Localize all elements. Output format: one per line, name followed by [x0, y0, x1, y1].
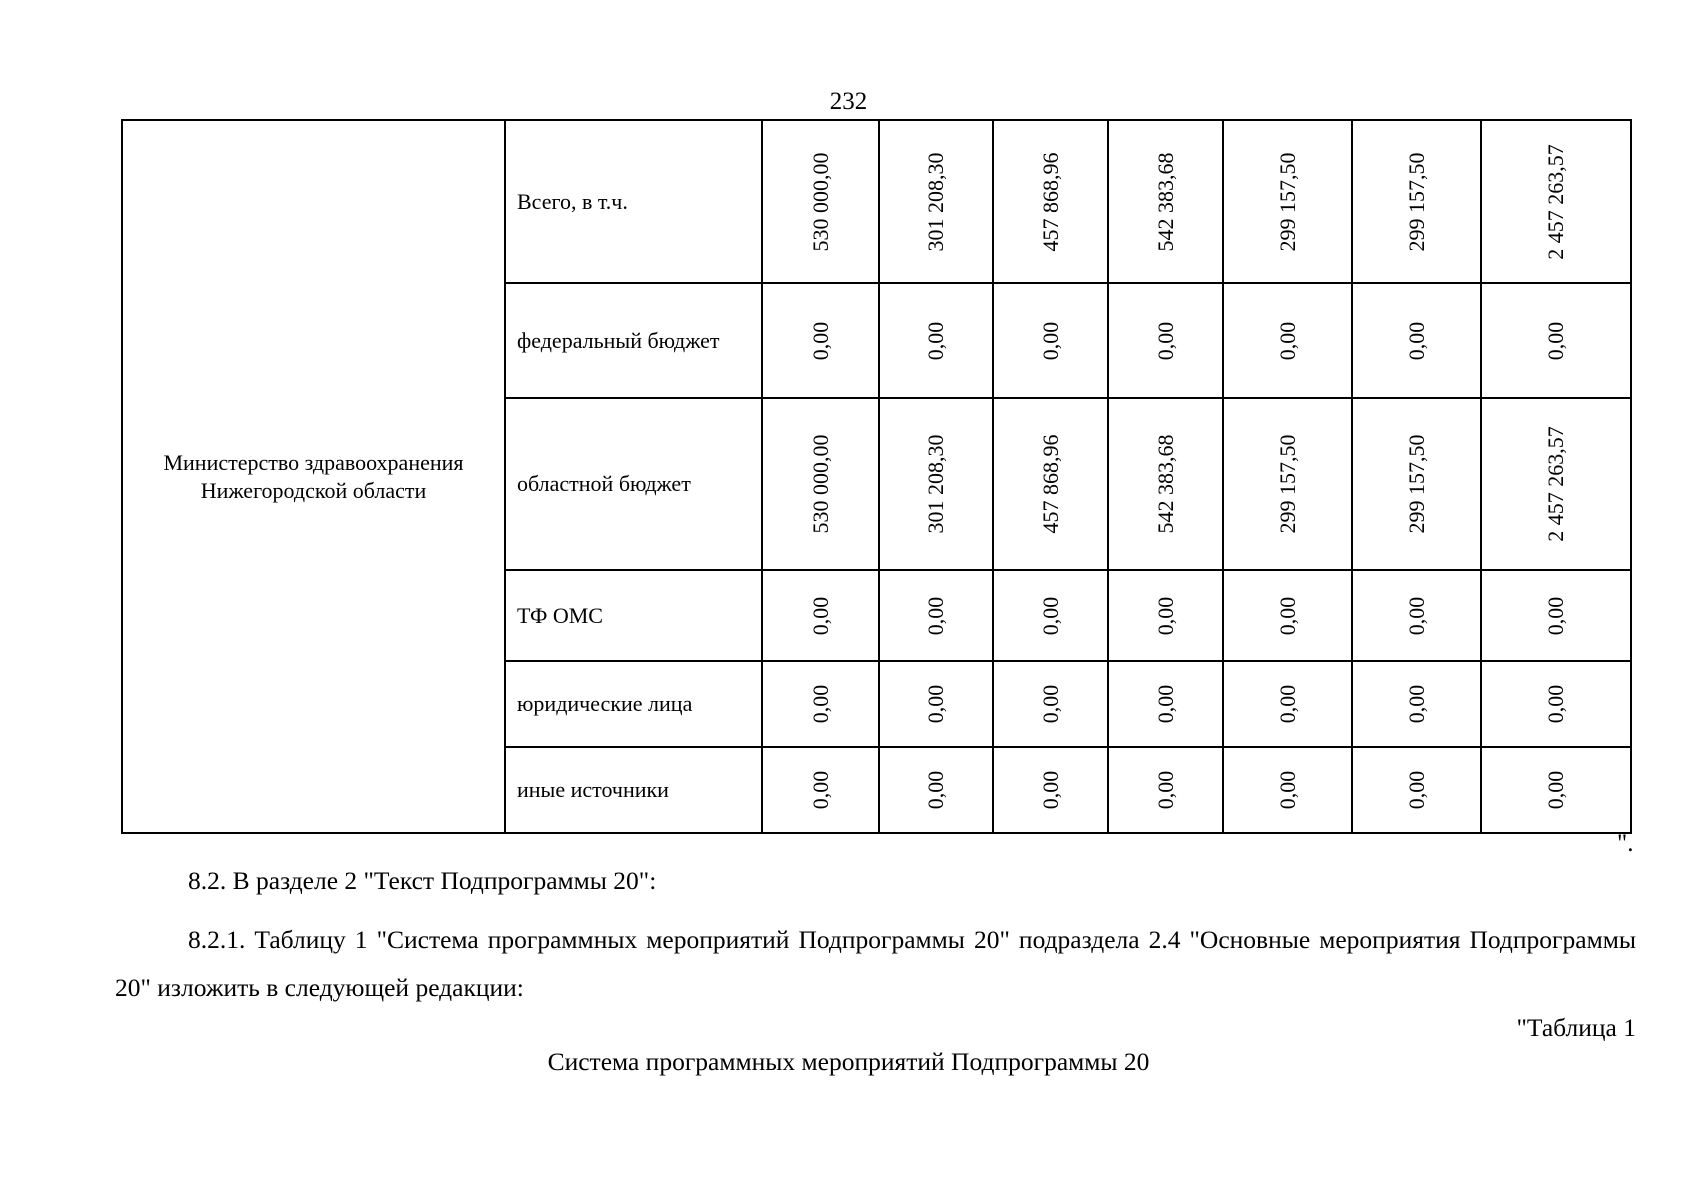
paragraph: 8.2.1. Таблицу 1 "Система программных мероприятий Подпрограммы 20" подраздела 2.4 "Основные мероприятия Подпрограммы 20" изложить в следующей редакции: — [115, 925, 1636, 1002]
value-cell: 0,00 — [879, 747, 993, 833]
value-cell: 299 157,50 — [1223, 398, 1352, 570]
value-cell: 0,00 — [1352, 283, 1481, 398]
value-cell: 0,00 — [1223, 661, 1352, 747]
source-label: областной бюджет — [505, 398, 762, 570]
table-title: Система программных мероприятий Подпрограммы 20 — [547, 1047, 1150, 1076]
value-cell: 299 157,50 — [1352, 120, 1481, 283]
value-cell: 530 000,00 — [762, 120, 879, 283]
organization-line: Министерство здравоохранения — [163, 449, 464, 475]
value-cell: 0,00 — [993, 570, 1108, 661]
value-cell: 0,00 — [993, 661, 1108, 747]
budget-table — [121, 119, 1632, 834]
value-cell: 0,00 — [1481, 283, 1631, 398]
value-cell: 2 457 263,57 — [1481, 120, 1631, 283]
value-cell: 530 000,00 — [762, 398, 879, 570]
value-cell: 0,00 — [993, 747, 1108, 833]
value-cell: 0,00 — [993, 283, 1108, 398]
value-cell: 457 868,96 — [993, 398, 1108, 570]
value-cell: 0,00 — [1108, 570, 1223, 661]
page-number: 232 — [829, 88, 868, 115]
value-cell: 2 457 263,57 — [1481, 398, 1631, 570]
value-cell: 0,00 — [1352, 747, 1481, 833]
value-cell: 0,00 — [762, 570, 879, 661]
source-label: юридические лица — [505, 661, 762, 747]
value-cell: 542 383,68 — [1108, 398, 1223, 570]
value-cell: 0,00 — [879, 570, 993, 661]
value-cell: 0,00 — [1481, 747, 1631, 833]
paragraph: 8.2. В разделе 2 "Текст Подпрограммы 20": — [188, 866, 657, 895]
table-row — [122, 120, 1631, 283]
source-label: Всего, в т.ч. — [505, 120, 762, 283]
value-cell: 542 383,68 — [1108, 120, 1223, 283]
value-cell: 299 157,50 — [1223, 120, 1352, 283]
value-cell: 0,00 — [1108, 661, 1223, 747]
value-cell: 0,00 — [1223, 283, 1352, 398]
value-cell: 0,00 — [1352, 661, 1481, 747]
value-cell: 457 868,96 — [993, 120, 1108, 283]
value-cell: 0,00 — [762, 747, 879, 833]
value-cell: 0,00 — [879, 661, 993, 747]
value-cell: 0,00 — [1223, 747, 1352, 833]
organization-line: Нижегородской области — [200, 477, 427, 503]
value-cell: 301 208,30 — [879, 398, 993, 570]
value-cell: 0,00 — [1108, 747, 1223, 833]
value-cell: 0,00 — [879, 283, 993, 398]
table-label: "Таблица 1 — [1516, 1013, 1636, 1042]
closing-quote: ". — [1617, 830, 1634, 857]
source-label: иные источники — [505, 747, 762, 833]
value-cell: 0,00 — [762, 283, 879, 398]
source-label: ТФ ОМС — [505, 570, 762, 661]
value-cell: 0,00 — [1108, 283, 1223, 398]
value-cell: 0,00 — [762, 661, 879, 747]
value-cell: 299 157,50 — [1352, 398, 1481, 570]
value-cell: 0,00 — [1481, 570, 1631, 661]
value-cell: 0,00 — [1481, 661, 1631, 747]
value-cell: 301 208,30 — [879, 120, 993, 283]
value-cell: 0,00 — [1223, 570, 1352, 661]
value-cell: 0,00 — [1352, 570, 1481, 661]
source-label: федеральный бюджет — [505, 283, 762, 398]
organization-cell — [122, 120, 505, 833]
